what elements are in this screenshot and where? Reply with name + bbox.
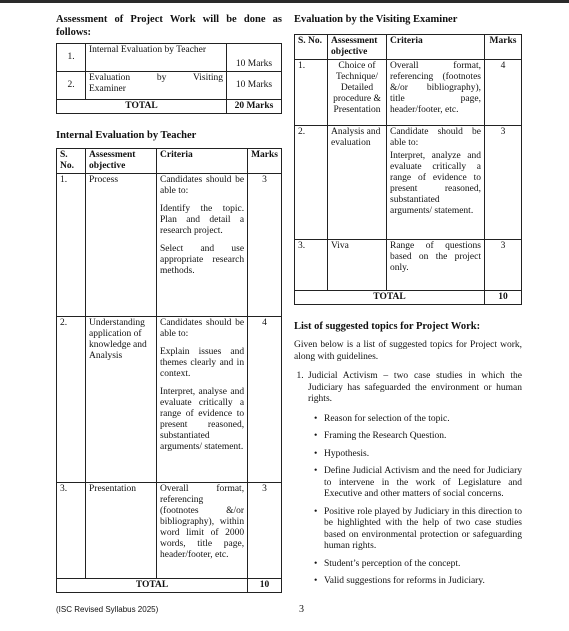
header-criteria: Criteria xyxy=(157,148,248,173)
row-criteria xyxy=(387,125,485,239)
assessment-heading: Assessment of Project Work will be done as follows: xyxy=(56,14,282,38)
total-label: TOTAL xyxy=(57,578,248,592)
header-sno: S. No. xyxy=(57,148,86,173)
row-marks: 3 xyxy=(248,173,282,316)
table-row xyxy=(295,59,522,125)
internal-evaluation-table xyxy=(56,148,282,593)
criteria-line: Select and use appropriate research methods. xyxy=(160,243,245,276)
criteria-line: Candidates should be able to: xyxy=(160,317,245,339)
list-item: • Reason for selection of the topic. xyxy=(324,414,522,426)
total-marks: 10 xyxy=(485,290,522,304)
table-header-row xyxy=(295,34,522,59)
assessment-table xyxy=(56,43,282,114)
header-criteria: Criteria xyxy=(387,34,485,59)
row-criteria xyxy=(157,482,248,578)
right-column xyxy=(294,14,522,594)
visiting-heading: Evaluation by the Visiting Examiner xyxy=(294,14,458,25)
row-marks: 10 Marks xyxy=(227,44,282,72)
list-item: • Framing the Research Question. xyxy=(324,431,522,443)
row-marks: 3 xyxy=(248,482,282,578)
table-total-row xyxy=(57,100,282,114)
table-total-row xyxy=(57,578,282,592)
row-number: 2. xyxy=(295,125,328,239)
criteria-line: Explain issues and themes clearly and in context. xyxy=(160,346,245,379)
row-objective: Presentation xyxy=(86,482,157,578)
criteria-line: Overall format, referencing (footnotes &/or bibliography), within word limit of 2000 words, title page, header/footer, etc. xyxy=(160,483,245,560)
topics-heading: List of suggested topics for Project Work: xyxy=(294,320,481,332)
row-label: Internal Evaluation by Teacher xyxy=(86,44,227,72)
row-marks: 4 xyxy=(485,59,522,125)
table-row xyxy=(57,72,282,100)
criteria-line: Candidates should be able to: xyxy=(160,174,245,196)
criteria-line: Range of questions based on the project only. xyxy=(390,240,481,273)
row-label: Evaluation by Visiting Examiner xyxy=(86,72,227,100)
criteria-line: Overall format, referencing (footnotes &/or bibliography), title page, header/footer, etc. xyxy=(390,60,481,115)
topics-list xyxy=(294,371,522,588)
row-criteria xyxy=(157,316,248,482)
table-row xyxy=(57,482,282,578)
total-label: TOTAL xyxy=(57,100,227,114)
criteria-line: Identify the topic. Plan and detail a research project. xyxy=(160,203,245,236)
header-marks: Marks xyxy=(248,148,282,173)
table-header-row xyxy=(57,148,282,173)
row-number: 1. xyxy=(295,59,328,125)
total-label: TOTAL xyxy=(295,290,485,304)
criteria-line: Interpret, analyze and evaluate critically a range of evidence to present reasoned, substantiated arguments/ statement. xyxy=(390,150,481,216)
table-total-row xyxy=(295,290,522,304)
topic-text: Judicial Activism – two case studies in which the Judiciary has safeguarded the environment or human rights. xyxy=(308,371,522,404)
visiting-evaluation-table xyxy=(294,34,522,305)
list-item: • Valid suggestions for reforms in Judiciary. xyxy=(324,576,522,588)
list-item: • Positive role played by Judiciary in this direction to be highlighted with the help of two case studies based on environmental protection or safeguarding human rights. xyxy=(324,507,522,553)
row-number: 1. xyxy=(57,173,86,316)
table-row xyxy=(57,173,282,316)
header-objective: Assessment objective xyxy=(328,34,387,59)
left-column xyxy=(56,14,282,593)
row-number: 2. xyxy=(57,72,86,100)
table-row xyxy=(295,125,522,239)
total-marks: 10 xyxy=(248,578,282,592)
table-row xyxy=(57,316,282,482)
list-item: • Define Judicial Activism and the need for Judiciary to intervene in the work of Legislature and Executive and other matters of social concerns. xyxy=(324,466,522,501)
table-row xyxy=(295,239,522,290)
internal-heading: Internal Evaluation by Teacher xyxy=(56,130,197,141)
criteria-line: Interpret, analyse and evaluate critically a range of evidence to present reasoned, substantiated arguments/ statement. xyxy=(160,386,245,452)
row-number: 2. xyxy=(57,316,86,482)
list-item: • Hypothesis. xyxy=(324,449,522,461)
total-marks: 20 Marks xyxy=(227,100,282,114)
page-top-border xyxy=(0,0,569,3)
row-marks: 4 xyxy=(248,316,282,482)
row-number: 3. xyxy=(57,482,86,578)
topic-guidelines xyxy=(308,414,522,588)
syllabus-footer: (ISC Revised Syllabus 2025) xyxy=(56,605,159,614)
list-item: • Student’s perception of the concept. xyxy=(324,559,522,571)
row-number: 3. xyxy=(295,239,328,290)
row-number: 1. xyxy=(57,44,86,72)
row-criteria xyxy=(387,239,485,290)
row-marks: 3 xyxy=(485,125,522,239)
row-objective: Choice of Technique/ Detailed procedure & Presentation xyxy=(328,59,387,125)
row-objective: Analysis and evaluation xyxy=(328,125,387,239)
row-marks: 3 xyxy=(485,239,522,290)
header-marks: Marks xyxy=(485,34,522,59)
table-row xyxy=(57,44,282,72)
header-objective: Assessment objective xyxy=(86,148,157,173)
row-objective: Understanding application of knowledge and Analysis xyxy=(86,316,157,482)
topics-intro: Given below is a list of suggested topics for Project work, along with guidelines. xyxy=(294,340,522,362)
row-objective: Process xyxy=(86,173,157,316)
list-item xyxy=(306,371,522,588)
criteria-line: Candidate should be able to: xyxy=(390,126,481,148)
row-marks: 10 Marks xyxy=(227,72,282,100)
row-criteria xyxy=(387,59,485,125)
row-objective: Viva xyxy=(328,239,387,290)
row-criteria xyxy=(157,173,248,316)
header-sno: S. No. xyxy=(295,34,328,59)
page-number: 3 xyxy=(299,604,304,615)
